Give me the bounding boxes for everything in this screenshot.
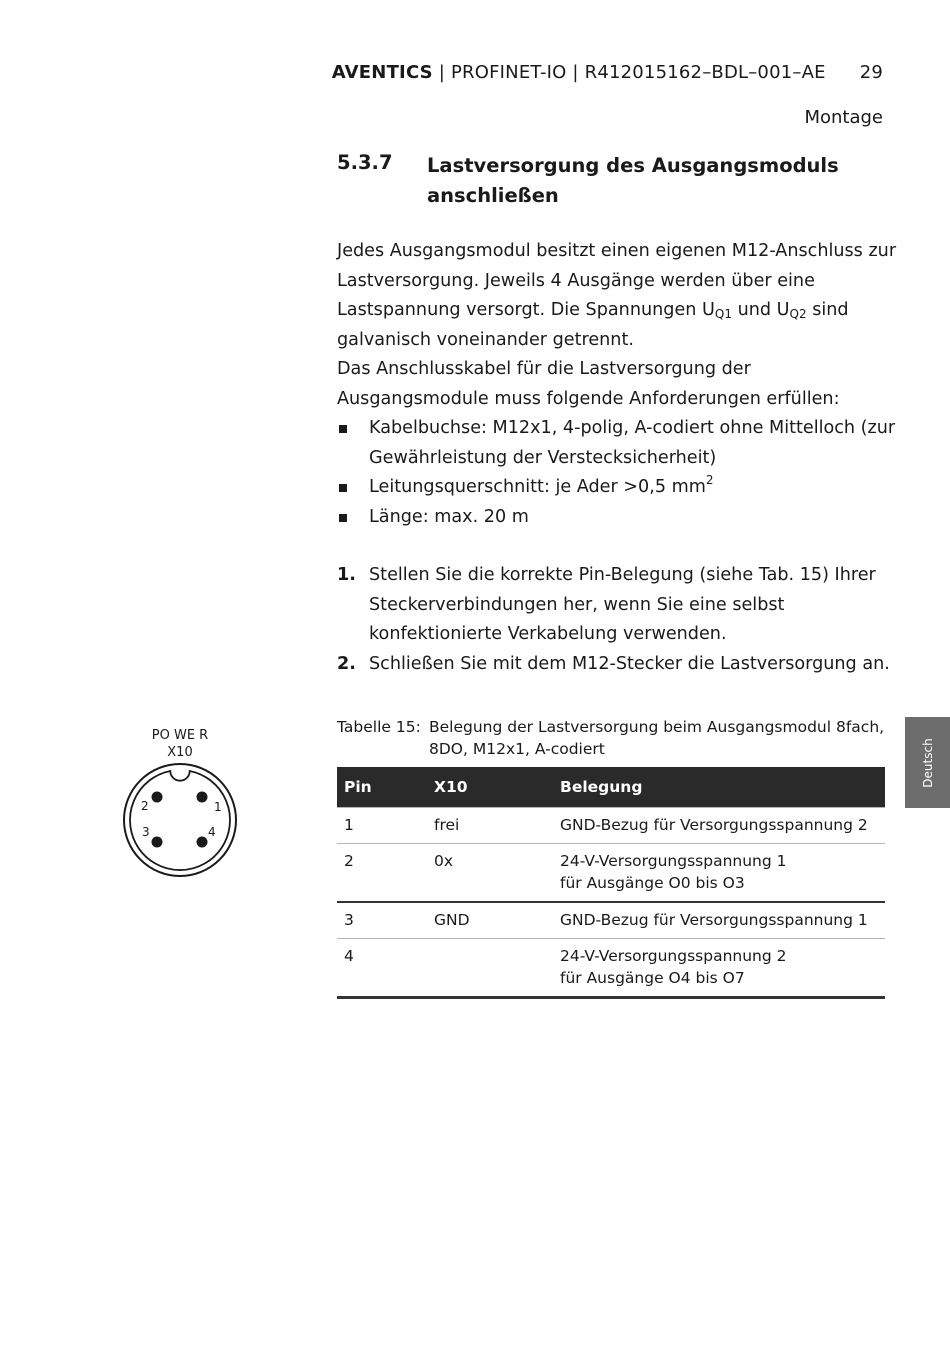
connector-label xyxy=(140,727,220,761)
table-row xyxy=(337,902,885,939)
bullet-square-icon xyxy=(339,425,347,433)
table-row xyxy=(337,808,885,844)
subscript-q2: Q2 xyxy=(789,307,807,321)
language-tab-label: Deutsch xyxy=(920,737,935,788)
bullet-square-icon xyxy=(339,514,347,522)
section-label: Montage xyxy=(804,107,883,128)
bullet-item xyxy=(337,503,897,533)
step-text: Schließen Sie mit dem M12-Stecker die Lastversorgung an. xyxy=(369,653,890,674)
intro-text xyxy=(337,237,897,532)
step-number: 2. xyxy=(337,653,356,674)
pin-1-dot xyxy=(197,792,208,803)
table-caption-text: Belegung der Lastversorgung beim Ausgangsmodul 8fach, 8DO, M12x1, A-codiert xyxy=(429,718,885,758)
table-caption-label: Tabelle 15: xyxy=(337,718,421,736)
column-header-belegung: Belegung xyxy=(553,767,885,808)
belegung-line: 24-V-Versorgungsspannung 1 xyxy=(560,852,787,870)
table-row xyxy=(337,939,885,998)
column-header-pin: Pin xyxy=(337,767,427,808)
page-number: 29 xyxy=(859,62,883,83)
cell-x10: frei xyxy=(427,808,553,844)
bullet-item xyxy=(337,473,897,503)
cell-pin: 4 xyxy=(337,939,427,998)
running-header xyxy=(300,62,883,83)
intro-p1-part1: Jedes Ausgangsmodul besitzt einen eigenen M12-Anschluss zur Lastversorgung. Jeweils 4 Ausgänge werden über eine Lastspannung versorgt. Die Spannungen U xyxy=(337,241,897,320)
bullet-text: Leitungsquerschnitt: je Ader >0,5 mm xyxy=(369,477,706,497)
intro-paragraph-2: Das Anschlusskabel für die Lastversorgung der Ausgangsmodule muss folgende Anforderungen erfüllen: xyxy=(337,359,840,409)
pin-2-label: 2 xyxy=(141,799,149,813)
cell-x10 xyxy=(427,939,553,998)
column-header-x10: X10 xyxy=(427,767,553,808)
intro-p1-part2: und U xyxy=(731,300,790,320)
bullet-item xyxy=(337,414,897,473)
belegung-line: 24-V-Versorgungsspannung 2 xyxy=(560,947,787,965)
step-item xyxy=(337,650,897,680)
heading-title: Lastversorgung des Ausgangsmoduls anschließen xyxy=(427,154,839,207)
belegung-line: für Ausgänge O0 bis O3 xyxy=(560,874,745,892)
subscript-q1: Q1 xyxy=(714,307,732,321)
m12-connector-diagram xyxy=(118,758,242,882)
table-header-row xyxy=(337,767,885,808)
step-item xyxy=(337,561,897,650)
table-caption xyxy=(337,716,897,760)
document-info: | PROFINET-IO | R412015162–BDL–001–AE xyxy=(432,62,826,83)
brand-name: AVENTICS xyxy=(331,62,433,83)
cell-pin: 3 xyxy=(337,902,427,939)
pin-4-label: 4 xyxy=(208,825,216,839)
table-row xyxy=(337,844,885,903)
pin-2-dot xyxy=(152,792,163,803)
belegung-line: GND-Bezug für Versorgungsspannung 2 xyxy=(560,816,868,834)
pin-1-label: 1 xyxy=(214,800,222,814)
cell-pin: 2 xyxy=(337,844,427,903)
cell-x10: 0x xyxy=(427,844,553,903)
connector-label-x10: X10 xyxy=(167,745,193,760)
cell-belegung xyxy=(553,844,885,903)
pin-3-label: 3 xyxy=(142,825,150,839)
intro-paragraph-1 xyxy=(337,237,897,355)
intro-p1-part3: sind galvanisch voneinander getrennt. xyxy=(337,300,849,350)
bullet-text: Länge: max. 20 m xyxy=(369,506,529,527)
step-number: 1. xyxy=(337,565,356,585)
language-side-tab xyxy=(905,717,950,808)
belegung-line: GND-Bezug für Versorgungsspannung 1 xyxy=(560,911,868,929)
belegung-line: für Ausgänge O4 bis O7 xyxy=(560,969,745,987)
heading-number: 5.3.7 xyxy=(337,151,393,174)
pin-4-dot xyxy=(197,837,208,848)
bullet-square-icon xyxy=(339,484,347,492)
bullet-text: Kabelbuchse: M12x1, 4-polig, A-codiert ohne Mittelloch (zur Gewährleistung der Verstecksicherheit) xyxy=(369,418,896,468)
connector-inner-ring-with-key xyxy=(130,771,230,870)
pin-3-dot xyxy=(152,837,163,848)
instruction-steps xyxy=(337,561,897,679)
cell-x10: GND xyxy=(427,902,553,939)
cell-belegung xyxy=(553,939,885,998)
connector-label-power: PO WE R xyxy=(151,728,209,743)
superscript-2: 2 xyxy=(705,473,714,487)
cell-belegung xyxy=(553,808,885,844)
cell-belegung xyxy=(553,902,885,939)
pin-assignment-table xyxy=(337,767,885,999)
step-text: Stellen Sie die korrekte Pin-Belegung (siehe Tab. 15) Ihrer Steckerverbindungen her, wenn Sie eine selbst konfektionierte Verkabelung verwenden. xyxy=(369,565,876,644)
cell-pin: 1 xyxy=(337,808,427,844)
